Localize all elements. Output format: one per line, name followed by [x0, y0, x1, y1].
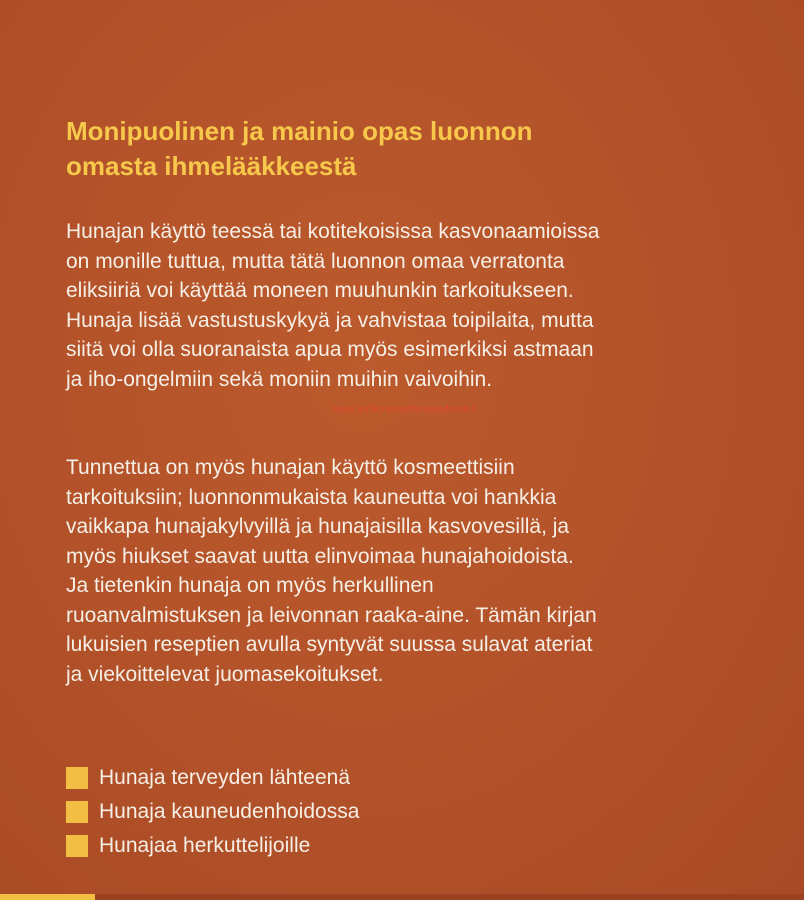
paragraph-line: ruoanvalmistuksen ja leivonnan raaka-aine. Tämän kirjan — [66, 603, 597, 627]
watermark-text: www.antikvariaattimakedonia.fi — [332, 404, 478, 415]
paragraph-line: eliksiiriä voi käyttää moneen muuhunkin tarkoitukseen. — [66, 279, 574, 302]
body-paragraph-1 — [66, 217, 786, 394]
paragraph-line: ja iho-ongelmiin sekä moniin muihin vaivoihin. — [66, 367, 493, 391]
heading-line: omasta ihmelääkkeestä — [66, 151, 357, 181]
paragraph-line: siitä voi olla suoranaista apua myös esimerkiksi astmaan — [66, 338, 594, 361]
paragraph-line: myös hiukset saavat uutta elinvoimaa hunajahoidoista. — [66, 544, 574, 568]
bottom-border-strip — [0, 894, 804, 900]
feature-list-item — [66, 829, 359, 863]
paragraph-line: lukuisien reseptien avulla syntyvät suussa sulavat ateriat — [66, 633, 593, 656]
heading-line: Monipuolinen ja mainio opas luonnon — [66, 116, 533, 146]
feature-list-item — [66, 761, 359, 795]
feature-label: Hunajaa herkuttelijoille — [99, 834, 311, 857]
square-bullet-icon — [66, 801, 88, 823]
paragraph-line: Hunaja lisää vastustuskykyä ja vahvistaa toipilaita, mutta — [66, 308, 594, 332]
paragraph-line: Tunnettua on myös hunajan käyttö kosmeettisiin — [66, 456, 515, 479]
paragraph-line: Ja tietenkin hunaja on myös herkullinen — [66, 574, 434, 597]
paragraph-line: ja viekoittelevat juomasekoitukset. — [66, 662, 384, 686]
feature-label: Hunaja terveyden lähteenä — [99, 766, 351, 789]
paragraph-line: on monille tuttua, mutta tätä luonnon omaa verratonta — [66, 249, 565, 273]
feature-list — [66, 761, 359, 863]
paragraph-line: tarkoituksiin; luonnonmukaista kauneutta voi hankkia — [66, 485, 557, 509]
paragraph-line: vaikkapa hunajakylvyillä ja hunajaisilla kasvovesillä, ja — [66, 515, 570, 538]
cover-heading — [66, 114, 766, 184]
square-bullet-icon — [66, 767, 88, 789]
feature-label: Hunaja kauneudenhoidossa — [99, 800, 360, 823]
square-bullet-icon — [66, 835, 88, 857]
body-paragraph-2 — [66, 453, 786, 689]
feature-list-item — [66, 795, 359, 829]
bottom-accent-bar — [0, 894, 95, 900]
paragraph-line: Hunajan käyttö teessä tai kotitekoisissa kasvonaamioissa — [66, 220, 600, 243]
